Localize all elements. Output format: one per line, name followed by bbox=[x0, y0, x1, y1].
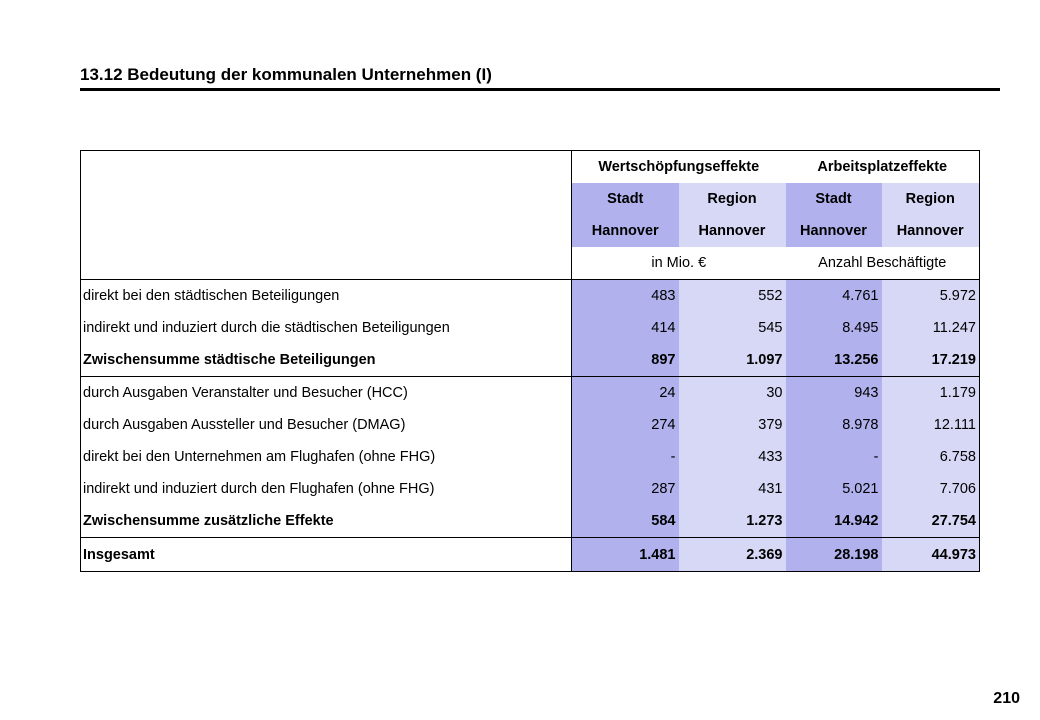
cell-value: 12.111 bbox=[882, 409, 980, 441]
cell-value: 8.978 bbox=[786, 409, 882, 441]
cell-value: 11.247 bbox=[882, 312, 980, 344]
table-row bbox=[81, 473, 980, 505]
cell-value: 431 bbox=[679, 473, 786, 505]
cell-value: 28.198 bbox=[786, 538, 882, 572]
table-row bbox=[81, 441, 980, 473]
cell-value: 1.179 bbox=[882, 377, 980, 410]
table-row bbox=[81, 409, 980, 441]
cell-value: 44.973 bbox=[882, 538, 980, 572]
table-row-subtotal bbox=[81, 505, 980, 538]
cell-value: 1.097 bbox=[679, 344, 786, 377]
table-row bbox=[81, 312, 980, 344]
cell-value: 433 bbox=[679, 441, 786, 473]
cell-value: 897 bbox=[572, 344, 679, 377]
header-col3-line1: Stadt bbox=[786, 183, 882, 215]
cell-value: 552 bbox=[679, 280, 786, 313]
cell-value: 27.754 bbox=[882, 505, 980, 538]
table-row bbox=[81, 280, 980, 313]
cell-value: 287 bbox=[572, 473, 679, 505]
cell-value: 1.273 bbox=[679, 505, 786, 538]
row-label: indirekt und induziert durch den Flughafen (ohne FHG) bbox=[81, 473, 572, 505]
cell-value: 4.761 bbox=[786, 280, 882, 313]
header-col4-line2: Hannover bbox=[882, 215, 980, 247]
header-col2-line2: Hannover bbox=[679, 215, 786, 247]
effects-table bbox=[80, 150, 980, 572]
cell-value: 30 bbox=[679, 377, 786, 410]
table-row bbox=[81, 377, 980, 410]
header-group-row bbox=[81, 151, 980, 184]
header-col2-line1: Region bbox=[679, 183, 786, 215]
cell-value: 2.369 bbox=[679, 538, 786, 572]
row-label: Insgesamt bbox=[81, 538, 572, 572]
row-label: durch Ausgaben Aussteller und Besucher (DMAG) bbox=[81, 409, 572, 441]
cell-value: 17.219 bbox=[882, 344, 980, 377]
cell-value: 24 bbox=[572, 377, 679, 410]
cell-value: 584 bbox=[572, 505, 679, 538]
header-col4-line1: Region bbox=[882, 183, 980, 215]
cell-value: 943 bbox=[786, 377, 882, 410]
row-label: durch Ausgaben Veranstalter und Besucher (HCC) bbox=[81, 377, 572, 410]
cell-value: 274 bbox=[572, 409, 679, 441]
header-blank-cell bbox=[81, 151, 572, 280]
cell-value: - bbox=[572, 441, 679, 473]
cell-value: 379 bbox=[679, 409, 786, 441]
row-label: direkt bei den städtischen Beteiligungen bbox=[81, 280, 572, 313]
unit-beschaeftigte: Anzahl Beschäftigte bbox=[786, 247, 980, 280]
header-col1-line1: Stadt bbox=[572, 183, 679, 215]
row-label: Zwischensumme städtische Beteiligungen bbox=[81, 344, 572, 377]
table-row-subtotal bbox=[81, 344, 980, 377]
cell-value: 1.481 bbox=[572, 538, 679, 572]
row-label: indirekt und induziert durch die städtischen Beteiligungen bbox=[81, 312, 572, 344]
header-col1-line2: Hannover bbox=[572, 215, 679, 247]
cell-value: 7.706 bbox=[882, 473, 980, 505]
cell-value: - bbox=[786, 441, 882, 473]
cell-value: 545 bbox=[679, 312, 786, 344]
cell-value: 14.942 bbox=[786, 505, 882, 538]
header-col3-line2: Hannover bbox=[786, 215, 882, 247]
unit-mio-euro: in Mio. € bbox=[651, 255, 707, 271]
cell-value: 8.495 bbox=[786, 312, 882, 344]
row-label: Zwischensumme zusätzliche Effekte bbox=[81, 505, 572, 538]
cell-value: 414 bbox=[572, 312, 679, 344]
header-wertschoepfung: Wertschöpfungseffekte bbox=[572, 151, 786, 184]
cell-value: 5.972 bbox=[882, 280, 980, 313]
row-label: direkt bei den Unternehmen am Flughafen (ohne FHG) bbox=[81, 441, 572, 473]
header-arbeitsplatz: Arbeitsplatzeffekte bbox=[786, 151, 980, 184]
page-number: 210 bbox=[993, 690, 1020, 707]
page-title: 13.12 Bedeutung der kommunalen Unternehmen (I) bbox=[80, 64, 1000, 91]
cell-value: 483 bbox=[572, 280, 679, 313]
cell-value: 6.758 bbox=[882, 441, 980, 473]
table-row-total bbox=[81, 538, 980, 572]
cell-value: 5.021 bbox=[786, 473, 882, 505]
cell-value: 13.256 bbox=[786, 344, 882, 377]
